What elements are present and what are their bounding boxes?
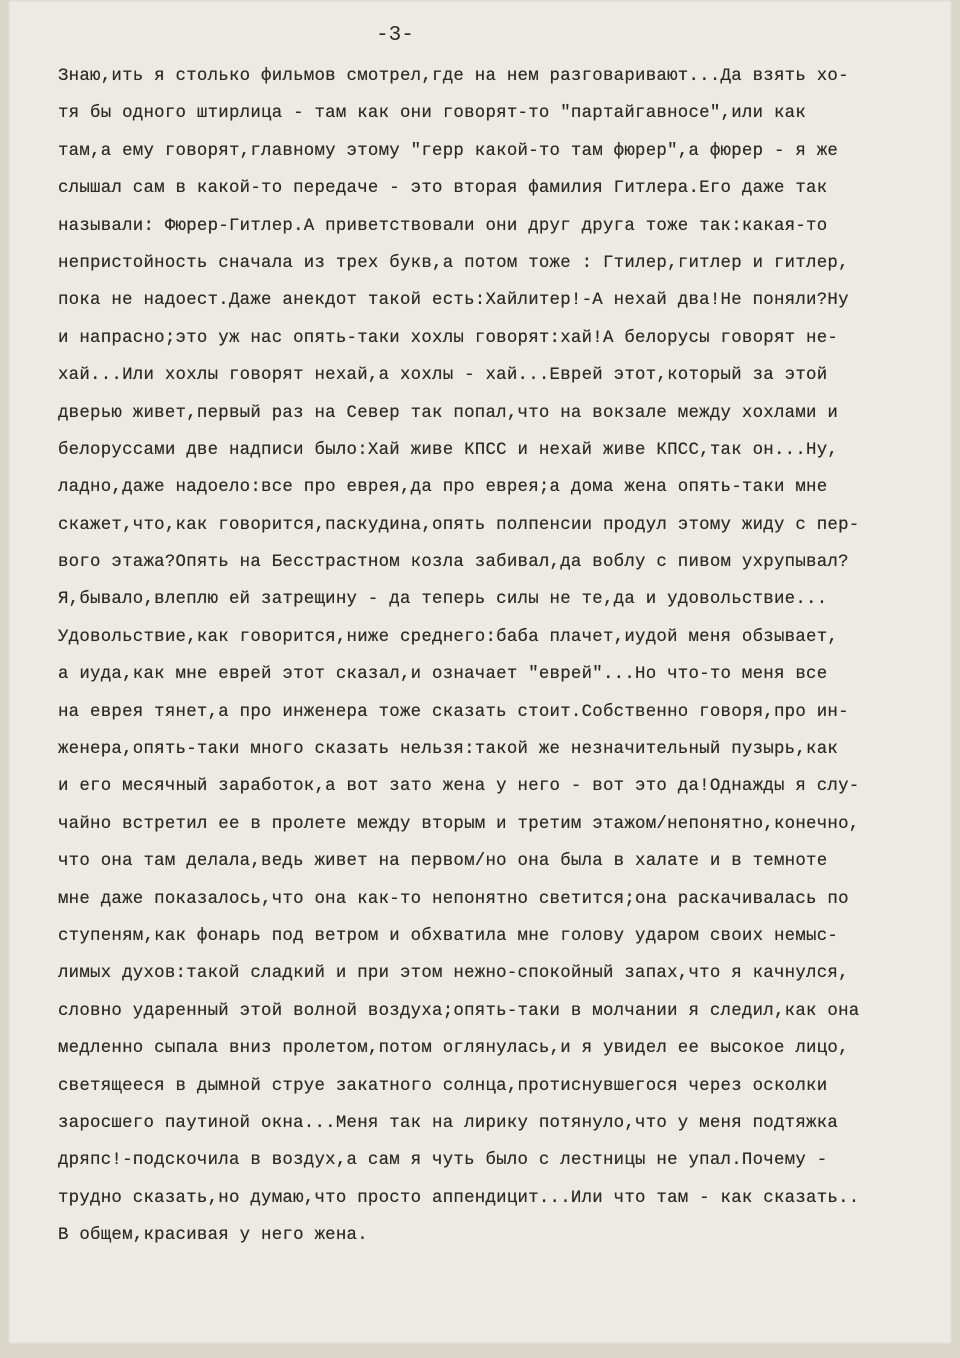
body-text <box>58 58 958 1255</box>
text-line: заросшего паутиной окна...Меня так на лирику потянуло,что у меня подтяжка <box>58 1113 839 1133</box>
text-line: и его месячный заработок,а вот зато жена у него - вот это да!Однажды я слу- <box>58 777 860 797</box>
text-line: чайно встретил ее в пролете между вторым и третим этажом/непонятно,конечно, <box>58 814 860 834</box>
text-line: а иуда,как мне еврей этот сказал,и означает "еврей"...Но что-то меня все <box>58 665 828 685</box>
text-line: непристойность сначала из трех букв,а потом тоже : Гтилер,гитлер и гитлер, <box>58 253 849 273</box>
text-line: называли: Фюрер-Гитлер.А приветствовали они друг друга тоже так:какая-то <box>58 216 828 236</box>
text-line: светящееся в дымной струе закатного солнца,протиснувшегося через осколки <box>58 1076 828 1096</box>
text-line: Я,бывало,влеплю ей затрещину - да теперь силы не те,да и удовольствие... <box>58 590 828 610</box>
text-line: В общем,красивая у него жена. <box>58 1226 368 1246</box>
text-line: мне даже показалось,что она как-то непонятно светится;она раскачивалась по <box>58 889 849 909</box>
text-line: лимых духов:такой сладкий и при этом нежно-спокойный запах,что я качнулся, <box>58 964 849 984</box>
text-line: женера,опять-таки много сказать нельзя:такой же незначительный пузырь,как <box>58 740 839 760</box>
text-line: белоруссами две надписи было:Хай живе КПСС и нехай живе КПСС,так он...Ну, <box>58 440 839 460</box>
typewritten-page <box>8 0 952 1344</box>
text-line: Удовольствие,как говорится,ниже среднего:баба плачет,иудой меня обзывает, <box>58 627 839 647</box>
text-line: тя бы одного штирлица - там как они говорят-то "партайгавносе",или как <box>58 104 807 124</box>
text-line: вого этажа?Опять на Бесстрастном козла забивал,да воблу с пивом ухрупывал? <box>58 553 849 573</box>
page-number: -3- <box>376 24 414 47</box>
text-line: дверью живет,первый раз на Север так попал,что на вокзале между хохлами и <box>58 403 839 423</box>
text-line: дряпс!-подскочила в воздух,а сам я чуть было с лестницы не упал.Почему - <box>58 1151 828 1171</box>
text-line: пока не надоест.Даже анекдот такой есть:Хайлитер!-А нехай два!Не поняли?Ну <box>58 291 849 311</box>
text-line: что она там делала,ведь живет на первом/но она была в халате и в темноте <box>58 852 828 872</box>
text-line: скажет,что,как говорится,паскудина,опять полпенсии продул этому жиду с пер- <box>58 515 860 535</box>
text-line: на еврея тянет,а про инженера тоже сказать стоит.Собственно говоря,про ин- <box>58 702 849 722</box>
text-line: словно ударенный этой волной воздуха;опять-таки в молчании я следил,как она <box>58 1001 860 1021</box>
text-line: слышал сам в какой-то передаче - это вторая фамилия Гитлера.Его даже так <box>58 179 828 199</box>
text-line: хай...Или хохлы говорят нехай,а хохлы - хай...Еврей этот,который за этой <box>58 366 828 386</box>
text-line: ладно,даже надоело:все про еврея,да про еврея;а дома жена опять-таки мне <box>58 478 828 498</box>
text-line: трудно сказать,но думаю,что просто аппендицит...Или что там - как сказать.. <box>58 1188 860 1208</box>
text-line: и напрасно;это уж нас опять-таки хохлы говорят:хай!А белорусы говорят не- <box>58 328 839 348</box>
text-line: медленно сыпала вниз пролетом,потом оглянулась,и я увидел ее высокое лицо, <box>58 1039 849 1059</box>
text-line: Знаю,ить я столько фильмов смотрел,где на нем разговаривают...Да взять хо- <box>58 67 849 86</box>
text-line: ступеням,как фонарь под ветром и обхватила мне голову ударом своих немыс- <box>58 926 839 946</box>
text-line: там,а ему говорят,главному этому "герр какой-то там фюрер",а фюрер - я же <box>58 141 839 161</box>
